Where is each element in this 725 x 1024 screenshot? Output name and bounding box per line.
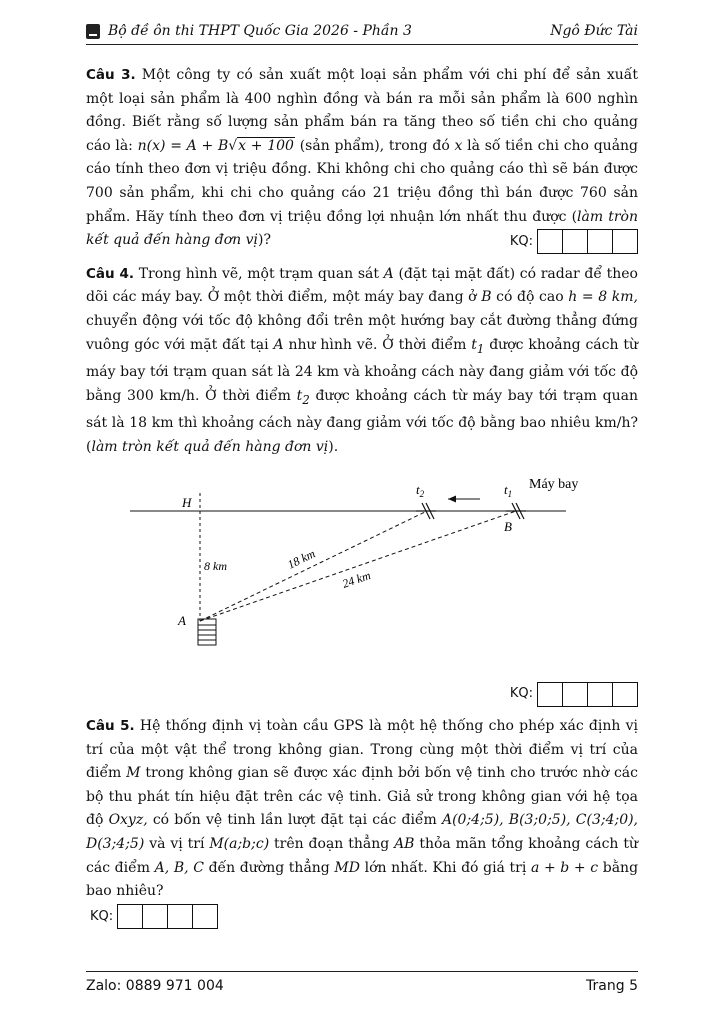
book-icon xyxy=(86,24,100,39)
q3-text-4: )? xyxy=(258,232,271,249)
radar-station-icon xyxy=(198,619,216,645)
q5-text-7: đến đường thẳng xyxy=(208,859,330,876)
question-3 xyxy=(86,64,638,255)
q4-text-1: Trong hình vẽ, một trạm quan sát xyxy=(138,265,380,282)
page-header xyxy=(86,22,638,45)
q5-sum: a + b + c xyxy=(530,859,599,876)
q5-text-6: thỏa mãn tổng khoảng cách từ các điểm xyxy=(86,836,638,876)
answer-box[interactable] xyxy=(563,683,588,706)
label-a: A xyxy=(178,613,186,629)
answer-box[interactable] xyxy=(613,230,637,253)
question-4 xyxy=(86,263,638,707)
q4-t1-var: t xyxy=(471,336,477,353)
q4-t1 xyxy=(471,336,485,356)
q4-text-5: như hình vẽ. Ở thời điểm xyxy=(288,336,467,353)
q4-t2-sub: 2 xyxy=(302,392,310,407)
q5-text-8: lớn nhất. Khi đó giá trị xyxy=(364,859,527,876)
label-t2: $t_2$ xyxy=(416,482,425,500)
q5-text-3: có bốn vệ tinh lần lượt đặt tại các điểm xyxy=(152,812,437,829)
q4-answer-boxes xyxy=(537,682,638,707)
label-t1: $t_1$ xyxy=(504,482,513,500)
q3-text-1: Một công ty có sản xuất một loại sản phẩm với chi phí để sản xuất một loại sản phẩm là 400 nghìn đồng và bán ra mỗi sản phẩm là 600 nghìn đồng. Biết rằng số lượng sản phẩm bán ra tăng theo số tiền chi cho quảng cáo là: xyxy=(86,67,638,154)
q3-answer-boxes xyxy=(537,229,638,254)
q5-oxyz: Oxyz, xyxy=(108,812,148,829)
label-plane: Máy bay xyxy=(529,477,579,493)
radar-figure xyxy=(86,473,638,673)
q4-t2 xyxy=(296,387,310,407)
answer-box[interactable] xyxy=(538,230,563,253)
q5-text-2: trong không gian sẽ được xác định bởi bốn vệ tinh cho trước nhờ các bộ thu phát tín hiệu đặt trên các vệ tinh. Giả sử trong không gian với hệ tọa độ xyxy=(86,765,638,829)
q5-answer-label: KQ: xyxy=(90,909,114,925)
answer-box[interactable] xyxy=(143,905,168,928)
q3-formula-pre: n(x) = A + B xyxy=(137,137,229,154)
answer-box[interactable] xyxy=(193,905,217,928)
question-5-label: Câu 5. xyxy=(86,718,135,735)
question-3-label: Câu 3. xyxy=(86,67,136,83)
answer-box[interactable] xyxy=(588,230,613,253)
question-5 xyxy=(86,715,638,930)
header-title: Bộ đề ôn thi THPT Quốc Gia 2026 - Phần 3 xyxy=(108,23,412,39)
q4-var-a-2: A xyxy=(273,336,284,353)
label-b: B xyxy=(504,519,512,535)
q5-var-m: M xyxy=(126,765,141,782)
footer-page-number: Trang 5 xyxy=(586,978,638,994)
q5-abc: A, B, C xyxy=(154,859,204,876)
q4-note: làm tròn kết quả đến hàng đơn vị xyxy=(91,438,329,455)
question-4-label: Câu 4. xyxy=(86,265,135,282)
page-content xyxy=(86,64,638,938)
q3-answer-label: KQ: xyxy=(509,233,533,249)
q5-ab: AB xyxy=(394,836,415,853)
q3-note: làm tròn kết quả đến hàng đơn vị xyxy=(86,208,638,249)
header-author: Ngô Đức Tài xyxy=(550,23,638,39)
q3-formula-sqrt: x + 100 xyxy=(238,137,294,154)
q4-answer-label: KQ: xyxy=(509,686,533,702)
arrow-head xyxy=(448,496,456,503)
q4-text-7: được khoảng cách từ máy bay tới trạm quan sát là 18 km thì khoảng cách này đang giảm với tốc độ bằng bao nhiêu km/h? ( xyxy=(86,387,639,455)
q4-t2-var: t xyxy=(296,387,303,404)
footer-zalo: Zalo: 0889 971 004 xyxy=(86,978,224,994)
q5-m-abc: M(a;b;c) xyxy=(209,836,270,853)
q4-text-4: chuyển động với tốc độ không đổi trên một hướng bay cắt đường thẳng đứng vuông góc với mặt đất tại xyxy=(86,312,638,353)
distance-18km-line xyxy=(200,511,427,621)
distance-24km-line xyxy=(200,511,516,621)
label-24km: 24 km xyxy=(340,568,373,591)
q4-text-2: (đặt tại mặt đất) có radar để theo dõi các máy bay. Ở một thời điểm, một máy bay đang ở xyxy=(86,265,638,306)
q3-text-3: là số tiền chi cho quảng cáo tính theo đơn vị triệu đồng. Khi không chi cho quảng cáo thì sẽ bán được 700 sản phẩm, khi chi cho quảng cáo 21 triệu đồng thì bán được 760 sản phẩm. Hãy tính theo đơn vị triệu đồng lợi nhuận lớn nhất thu được ( xyxy=(86,137,639,225)
q5-points: A(0;4;5), B(3;0;5), C(3;4;0), D(3;4;5) xyxy=(86,812,639,853)
plane-icon-t1 xyxy=(506,503,526,519)
q4-var-b: B xyxy=(481,289,492,306)
answer-box[interactable] xyxy=(538,683,563,706)
q5-text-4: và vị trí xyxy=(149,836,205,853)
plane-icon-t2 xyxy=(416,503,436,519)
answer-box[interactable] xyxy=(613,683,637,706)
q5-text-9: bằng bao nhiêu? xyxy=(86,859,639,900)
q4-t1-sub: 1 xyxy=(476,341,485,356)
page-footer xyxy=(86,971,638,994)
answer-box[interactable] xyxy=(588,683,613,706)
radar-diagram xyxy=(86,473,638,663)
q5-md: MD xyxy=(334,859,360,876)
q4-var-a: A xyxy=(383,265,394,282)
answer-box[interactable] xyxy=(563,230,588,253)
q4-answer-row xyxy=(86,681,638,707)
q4-text-8: ). xyxy=(328,438,339,455)
q4-text-6: được khoảng cách từ máy bay tới trạm quan sát là 24 km và khoảng cách này đang giảm với tốc độ bằng 300 km/h. Ở thời điểm xyxy=(86,336,639,404)
q3-var-x: x xyxy=(454,137,463,154)
q5-text-5: trên đoạn thẳng xyxy=(274,836,390,853)
label-18km: 18 km xyxy=(285,546,318,572)
q5-answer-boxes xyxy=(117,904,218,929)
q4-height: h = 8 km, xyxy=(568,289,638,306)
q4-text-3: có độ cao xyxy=(496,289,564,306)
label-h: H xyxy=(182,495,192,511)
q5-answer-row xyxy=(86,904,638,930)
q3-formula: n(x) = A + B√x + 100 xyxy=(137,137,294,154)
header-left xyxy=(86,23,412,39)
answer-box[interactable] xyxy=(168,905,193,928)
label-8km: 8 km xyxy=(204,559,227,574)
answer-box[interactable] xyxy=(118,905,143,928)
q3-text-2: (sản phẩm), trong đó xyxy=(299,137,450,154)
q5-text-1: Hệ thống định vị toàn cầu GPS là một hệ thống cho phép xác định vị trí của một vật thể trong không gian. Trong cùng một thời điểm vị trí của điểm xyxy=(86,718,638,782)
